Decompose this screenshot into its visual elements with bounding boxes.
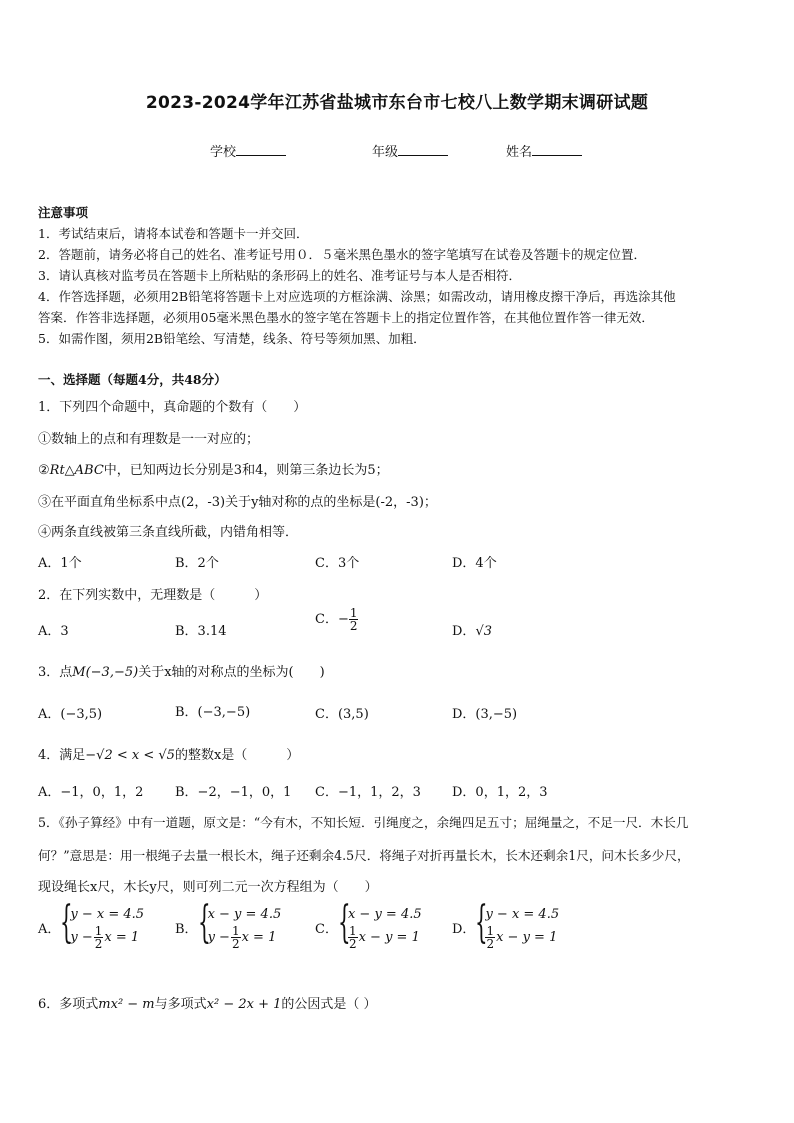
q6-stem: 6．多项式mx² − m与多项式x² − 2x + 1的公因式是（ ） (38, 997, 377, 1012)
q1-statement-3: ③在平面直角坐标系中点(2，-3)关于y轴对称的点的坐标是(-2，-3)； (38, 495, 437, 510)
q1-statement-2: ②Rt△ABC中，已知两边长分别是3和4，则第三条边长为5； (38, 463, 389, 478)
q2-stem: 2．在下列实数中，无理数是（ ） (38, 588, 268, 603)
notes-heading: 注意事项 (38, 205, 89, 220)
page-title: 2023-2024学年江苏省盐城市东台市七校八上数学期末调研试题 (145, 93, 649, 113)
q1-option-c: C．3个 (315, 556, 360, 571)
grade-label: 年级 (372, 145, 399, 160)
section-heading: 一、选择题（每题4分，共48分） (38, 372, 227, 387)
q4-option-a: A．−1，0，1，2 (38, 785, 144, 800)
q2-option-b: B．3.14 (175, 624, 227, 639)
q3-option-b: B．(−3,−5) (175, 705, 251, 720)
q4-option-b: B．−2，−1，0，1 (175, 785, 292, 800)
q5-option-d: D． { y − x = 4.5 $\frac{1}{2}$ x − y = 1 (452, 897, 560, 951)
q2-option-a: A．3 (38, 624, 69, 639)
q1-statement-4: ④两条直线被第三条直线所截，内错角相等． (38, 525, 299, 540)
q2-option-c: C．− $\frac{1}{2}$ (315, 606, 358, 633)
q5-line-2: 何？”意思是：用一根绳子去量一根长木，绳子还剩余4.5尺．将绳子对折再量长木，长木还剩余1尺，问木长多少尺， (38, 848, 690, 863)
q4-option-d: D．0，1，2，3 (452, 785, 548, 800)
q1-statement-1: ①数轴上的点和有理数是一一对应的； (38, 432, 260, 447)
school-field (210, 141, 286, 160)
q3-option-c: C．(3,5) (315, 707, 369, 722)
q3-option-a: A．(−3,5) (38, 707, 103, 722)
q5-line-1: 5．《孙子算经》中有一道题，原文是：“今有木，不知长短．引绳度之，余绳四足五寸；屈绳量之，不足一尺．木长几 (38, 815, 689, 830)
q5-option-b: B． { x − y = 4.5 y − $\frac{1}{2}$ x = 1 (175, 897, 282, 951)
note-3: 3．请认真核对监考员在答题卡上所粘贴的条形码上的姓名、准考证号与本人是否相符． (38, 268, 521, 283)
q3-option-d: D．(3,−5) (452, 707, 518, 722)
q2-option-d: D．√3 (452, 624, 492, 639)
q1-option-b: B．2个 (175, 556, 219, 571)
name-field (506, 141, 582, 160)
q4-stem: 4．满足−√2 < x < √5的整数x是（ ） (38, 748, 300, 763)
q5-option-a: A． { y − x = 4.5 y − $\frac{1}{2}$ x = 1 (38, 897, 145, 951)
q1-stem: 1．下列四个命题中，真命题的个数有（ ） (38, 400, 307, 415)
note-2: 2．答题前，请务必将自己的姓名、准考证号用０．５毫米黑色墨水的签字笔填写在试卷及答题卡的规定位置． (38, 247, 646, 262)
q3-stem: 3．点M(−3,−5)关于x轴的对称点的坐标为( ) (38, 665, 325, 680)
grade-field (372, 141, 448, 160)
q1-option-a: A．1个 (38, 556, 82, 571)
note-4-cont: 答案．作答非选择题，必须用05毫米黑色墨水的签字笔在答题卡上的指定位置作答，在其他位置作答一律无效． (38, 310, 654, 325)
school-label: 学校 (210, 145, 237, 160)
q1-option-d: D．4个 (452, 556, 497, 571)
name-label: 姓名 (506, 145, 533, 160)
q5-line-3: 现设绳长x尺，木长y尺，则可列二元一次方程组为（ ） (38, 880, 378, 895)
q4-option-c: C．−1，1，2，3 (315, 785, 421, 800)
q5-option-c: C． { x − y = 4.5 $\frac{1}{2}$ x − y = 1 (315, 897, 422, 951)
note-1: 1．考试结束后，请将本试卷和答题卡一并交回． (38, 226, 309, 241)
note-5: 5．如需作图，须用2B铅笔绘、写清楚，线条、符号等须加黑、加粗． (38, 331, 426, 346)
note-4: 4．作答选择题，必须用2B铅笔将答题卡上对应选项的方框涂满、涂黑；如需改动，请用橡皮擦干净后，再选涂其他 (38, 289, 676, 304)
